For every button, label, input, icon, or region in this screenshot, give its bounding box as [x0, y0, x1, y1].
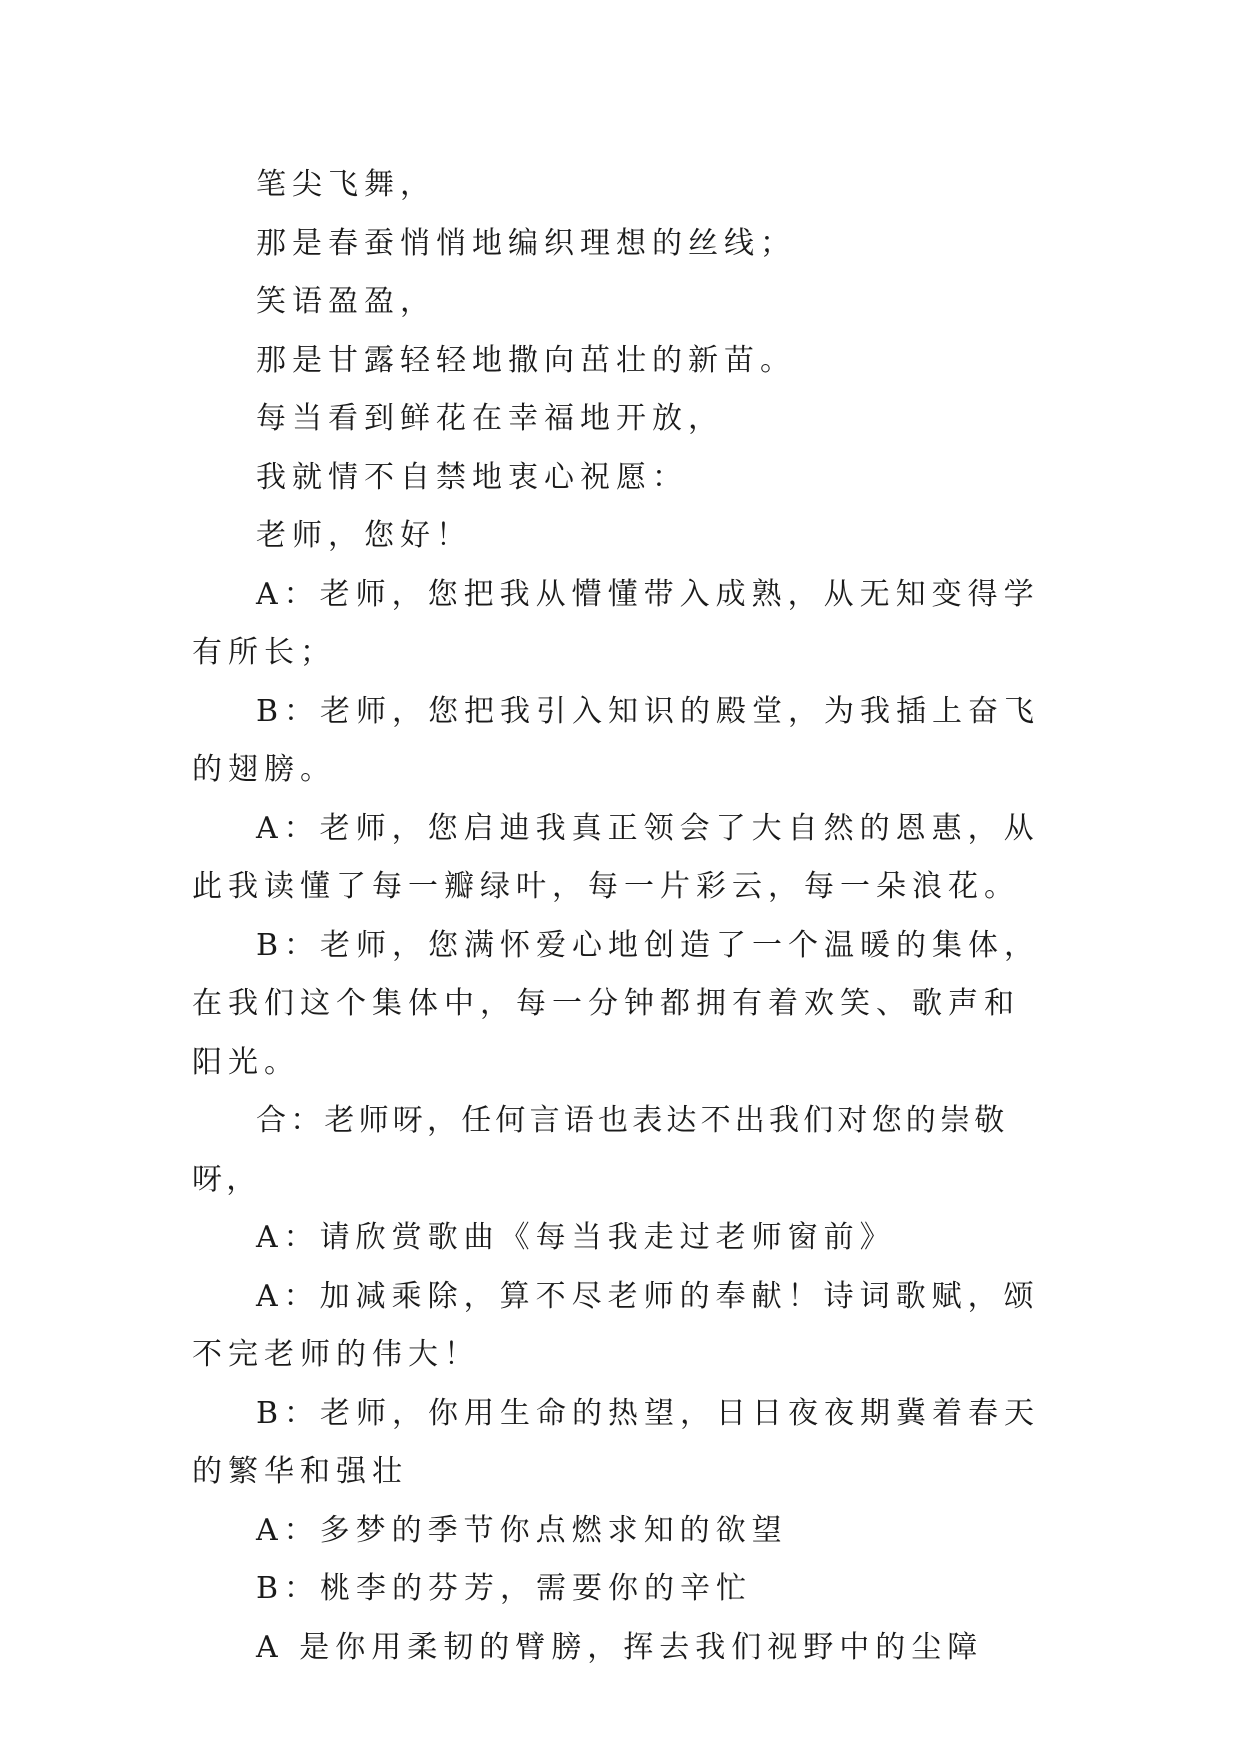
paragraph: A 是你用柔韧的臂膀，挥去我们视野中的尘障 — [256, 1629, 984, 1665]
paragraph: 合：老师呀，任何言语也表达不出我们对您的崇敬呀， — [192, 1103, 1009, 1197]
paragraph: 笔尖飞舞， — [256, 167, 436, 202]
paragraph: 我就情不自禁地衷心祝愿： — [256, 459, 688, 495]
paragraph: 那是甘露轻轻地撒向茁壮的新苗。 — [256, 342, 796, 378]
paragraph: A：加减乘除，算不尽老师的奉献！诗词歌赋，颂不完老师的伟大！ — [192, 1278, 1040, 1372]
paragraph: 那是春蚕悄悄地编织理想的丝线； — [256, 225, 796, 261]
paragraph: A：老师，您启迪我真正领会了大自然的恩惠，从此我读懂了每一瓣绿叶，每一片彩云，每一朵浪花。 — [192, 810, 1040, 904]
paragraph: B：老师，您满怀爱心地创造了一个温暖的集体，在我们这个集体中，每一分钟都拥有着欢笑、歌声和阳光。 — [192, 927, 1041, 1080]
paragraph: A：老师，您把我从懵懂带入成熟，从无知变得学有所长； — [192, 576, 1040, 670]
paragraph: B：桃李的芬芳，需要你的辛忙 — [256, 1571, 753, 1606]
paragraph: B：老师，你用生命的热望，日日夜夜期冀着春天的繁华和强壮 — [192, 1395, 1041, 1489]
document-body — [192, 156, 1052, 1677]
paragraph: 老师，您好！ — [256, 518, 472, 553]
paragraph: A：请欣赏歌曲《每当我走过老师窗前》 — [256, 1220, 896, 1255]
paragraph: 笑语盈盈， — [256, 284, 436, 319]
paragraph: B：老师，您把我引入知识的殿堂，为我插上奋飞的翅膀。 — [192, 693, 1041, 787]
paragraph: 每当看到鲜花在幸福地开放， — [256, 401, 724, 436]
paragraph: A：多梦的季节你点燃求知的欲望 — [256, 1512, 788, 1548]
